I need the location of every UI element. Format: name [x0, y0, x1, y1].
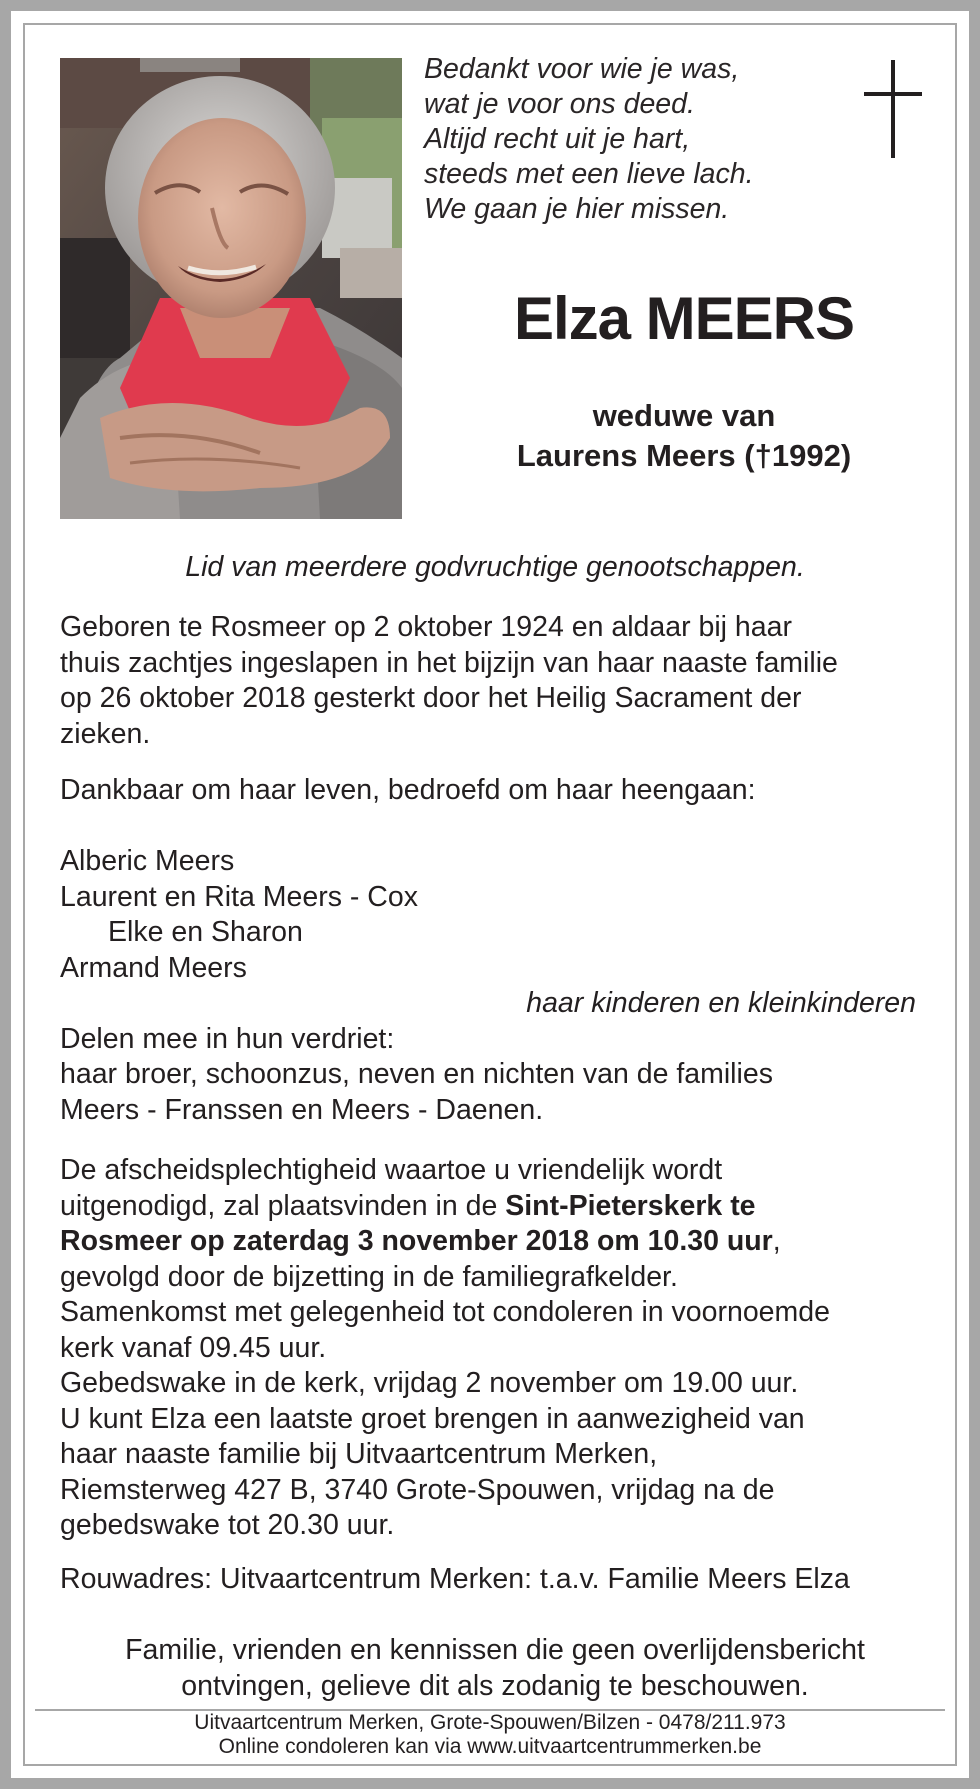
- poem-line: wat je voor ons deed.: [424, 88, 695, 120]
- poem-line: Bedankt voor wie je was,: [424, 53, 740, 85]
- ceremony-line: kerk vanaf 09.45 uur.: [60, 1331, 327, 1364]
- poem-line: Altijd recht uit je hart,: [424, 123, 691, 155]
- footer: [35, 1711, 945, 1759]
- ceremony-line: De afscheidsplechtigheid waartoe u vriendelijk wordt: [60, 1154, 723, 1186]
- family-member: Alberic Meers: [60, 845, 235, 877]
- ceremony-venue: Sint-Pieterskerk te: [505, 1189, 756, 1222]
- ceremony-line: Riemsterweg 427 B, 3740 Grote-Spouwen, vrijdag na de: [60, 1473, 775, 1506]
- ceremony-date-time: Rosmeer op zaterdag 3 november 2018 om 10.30 uur: [60, 1225, 773, 1257]
- ceremony-line: Gebedswake in de kerk, vrijdag 2 november om 19.00 uur.: [60, 1367, 799, 1399]
- ceremony-line: gevolgd door de bijzetting in de familiegrafkelder.: [60, 1260, 678, 1293]
- family-relation: haar kinderen en kleinkinderen: [526, 987, 916, 1019]
- ceremony-line: Samenkomst met gelegenheid tot condoleren in voornoemde: [60, 1296, 830, 1328]
- poem-line: steeds met een lieve lach.: [424, 158, 754, 190]
- mourning-address: Rouwadres: Uitvaartcentrum Merken: t.a.v. Familie Meers Elza: [60, 1563, 850, 1595]
- paragraph-line: thuis zachtjes ingeslapen in het bijzijn van haar naaste familie: [60, 646, 838, 679]
- ceremony-line: [60, 1224, 930, 1260]
- portrait-photo: [60, 58, 402, 519]
- spouse-line: Laurens Meers (†1992): [516, 438, 852, 473]
- cross-icon: [864, 60, 922, 160]
- poem: [424, 52, 854, 227]
- ceremony-line: gebedswake tot 20.30 uur.: [60, 1509, 395, 1541]
- ceremony-line: haar naaste familie bij Uitvaartcentrum Merken,: [60, 1438, 658, 1470]
- ceremony-paragraph: [60, 1153, 930, 1544]
- birth-death-paragraph: [60, 610, 930, 752]
- deceased-name: Elza MEERS: [513, 285, 855, 352]
- family-member: Laurent en Rita Meers - Cox: [60, 880, 418, 913]
- notice: [60, 1633, 930, 1704]
- notice-line: Familie, vrienden en kennissen die geen overlijdensbericht: [125, 1634, 865, 1666]
- share-line: haar broer, schoonzus, neven en nichten van de families: [60, 1058, 773, 1090]
- family-member: Armand Meers: [60, 951, 247, 984]
- notice-line: ontvingen, gelieve dit als zodanig te beschouwen.: [181, 1669, 809, 1702]
- share-line: Meers - Franssen en Meers - Daenen.: [60, 1093, 544, 1126]
- poem-line: We gaan je hier missen.: [424, 193, 730, 225]
- membership-text: Lid van meerdere godvruchtige genootschappen.: [185, 551, 805, 583]
- widow-line: weduwe van: [592, 398, 776, 433]
- family-member: Elke en Sharon: [108, 916, 303, 948]
- footer-contact: Uitvaartcentrum Merken, Grote-Spouwen/Bilzen - 0478/211.973: [194, 1711, 786, 1734]
- share-intro: Delen mee in hun verdriet:: [60, 1022, 395, 1055]
- footer-online-condolences: Online condoleren kan via www.uitvaartcentrummerken.be: [218, 1735, 762, 1758]
- family-list: [60, 844, 930, 1128]
- widow-info: [424, 396, 944, 476]
- grateful-line: Dankbaar om haar leven, bedroefd om haar heengaan:: [60, 774, 756, 806]
- ceremony-text: ,: [772, 1225, 781, 1257]
- ceremony-text: uitgenodigd, zal plaatsvinden in de: [60, 1189, 506, 1222]
- paragraph-line: Geboren te Rosmeer op 2 oktober 1924 en aldaar bij haar: [60, 611, 792, 643]
- ceremony-line: [60, 1189, 930, 1225]
- paragraph-line: zieken.: [60, 717, 151, 750]
- ceremony-line: U kunt Elza een laatste groet brengen in aanwezigheid van: [60, 1402, 805, 1435]
- paragraph-line: op 26 oktober 2018 gesterkt door het Heilig Sacrament der: [60, 682, 802, 714]
